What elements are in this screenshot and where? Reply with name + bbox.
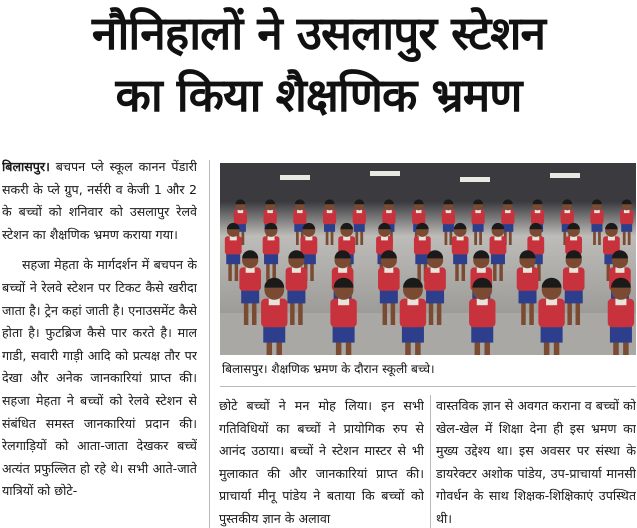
ceiling-light xyxy=(460,177,490,182)
ceiling-light xyxy=(370,171,400,176)
column-divider-2 xyxy=(430,395,431,528)
dateline: बिलासपुर। xyxy=(2,159,50,174)
child-figure xyxy=(590,199,603,245)
article-paragraph-3: छोटे बच्चों ने मन मोह लिया। इन सभी गतिविधियों का बच्चों ने प्रायोगिक रुप से आनंद उठाया। बच्चों ने स्टेशन मास्टर से भी मुलाकात की और जानकारियां प्राप्त की। प्राचार्या मीनू पांडेय ने बताया कि बच्चों को पुस्तकीय ज्ञान के अलावा xyxy=(219,398,424,526)
children-group-illustration xyxy=(220,163,636,355)
ceiling-light xyxy=(550,173,580,178)
child-figure xyxy=(620,199,633,245)
ceiling-light xyxy=(280,175,310,180)
column-divider xyxy=(209,160,210,528)
article-column-2 xyxy=(219,395,424,528)
child-figure xyxy=(263,223,280,281)
article-paragraph-1: बचपन प्ले स्कूल कानन पेंडारी सकरी के प्ले ग्रुप, नर्सरी व केजी 1 और 2 के बच्चों को शनिवार को उसलापुर रेलवे स्टेशन का शैक्षणिक भ्रमण कराया गया। xyxy=(2,159,197,242)
child-figure xyxy=(225,223,242,281)
child-figure xyxy=(452,223,469,281)
child-figure xyxy=(323,199,336,245)
headline-line-1: नौनिहालों ने उसलापुर स्टेशन xyxy=(91,6,546,60)
article-column-1 xyxy=(2,156,197,528)
news-photo xyxy=(220,163,636,355)
article-paragraph-4: वास्तविक ज्ञान से अवगत कराना व बच्चों को खेल-खेल में शिक्षा देना ही इस भ्रमण का मुख्य उद्देश्य था। इस अवसर पर संस्था के डायरेक्टर अशोक पांडेय, उप-प्राचार्या मानसी गोवर्धन के साथ शिक्षक-शिक्षिकाएं उपस्थित थी। xyxy=(436,398,636,526)
photo-caption: बिलासपुर। शैक्षणिक भ्रमण के दौरान स्कूली बच्चे। xyxy=(222,362,435,376)
article-column-3 xyxy=(436,395,636,528)
caption-rule xyxy=(220,386,636,387)
headline-line-2: का किया शैक्षणिक भ्रमण xyxy=(115,68,522,122)
child-figure xyxy=(472,199,485,245)
article-paragraph-2: सहजा मेहता के मार्गदर्शन में बचपन के बच्चों ने रेलवे स्टेशन पर टिकट कैसे खरीदा जाता है। ट्रेन कहां जाती है। एनाउसमेंट कैसे होता है। फुटब्रिज कैसे पार करते है। माल गाडी, सवारी गाड़ी आदि को प्रत्यक्ष तौर पर देखा और अनेक जानकारियां प्राप्त की। सहजा मेहता ने बच्चों को रेलवे स्टेशन से संबंधित समस्त जानकारियां प्रदान की। रेलगाड़ियों को आता-जाता देखकर बच्चें अत्यंत प्रफुल्लित हो रहे थे। सभी आते-जाते यात्रियों को छोटे- xyxy=(2,257,197,499)
